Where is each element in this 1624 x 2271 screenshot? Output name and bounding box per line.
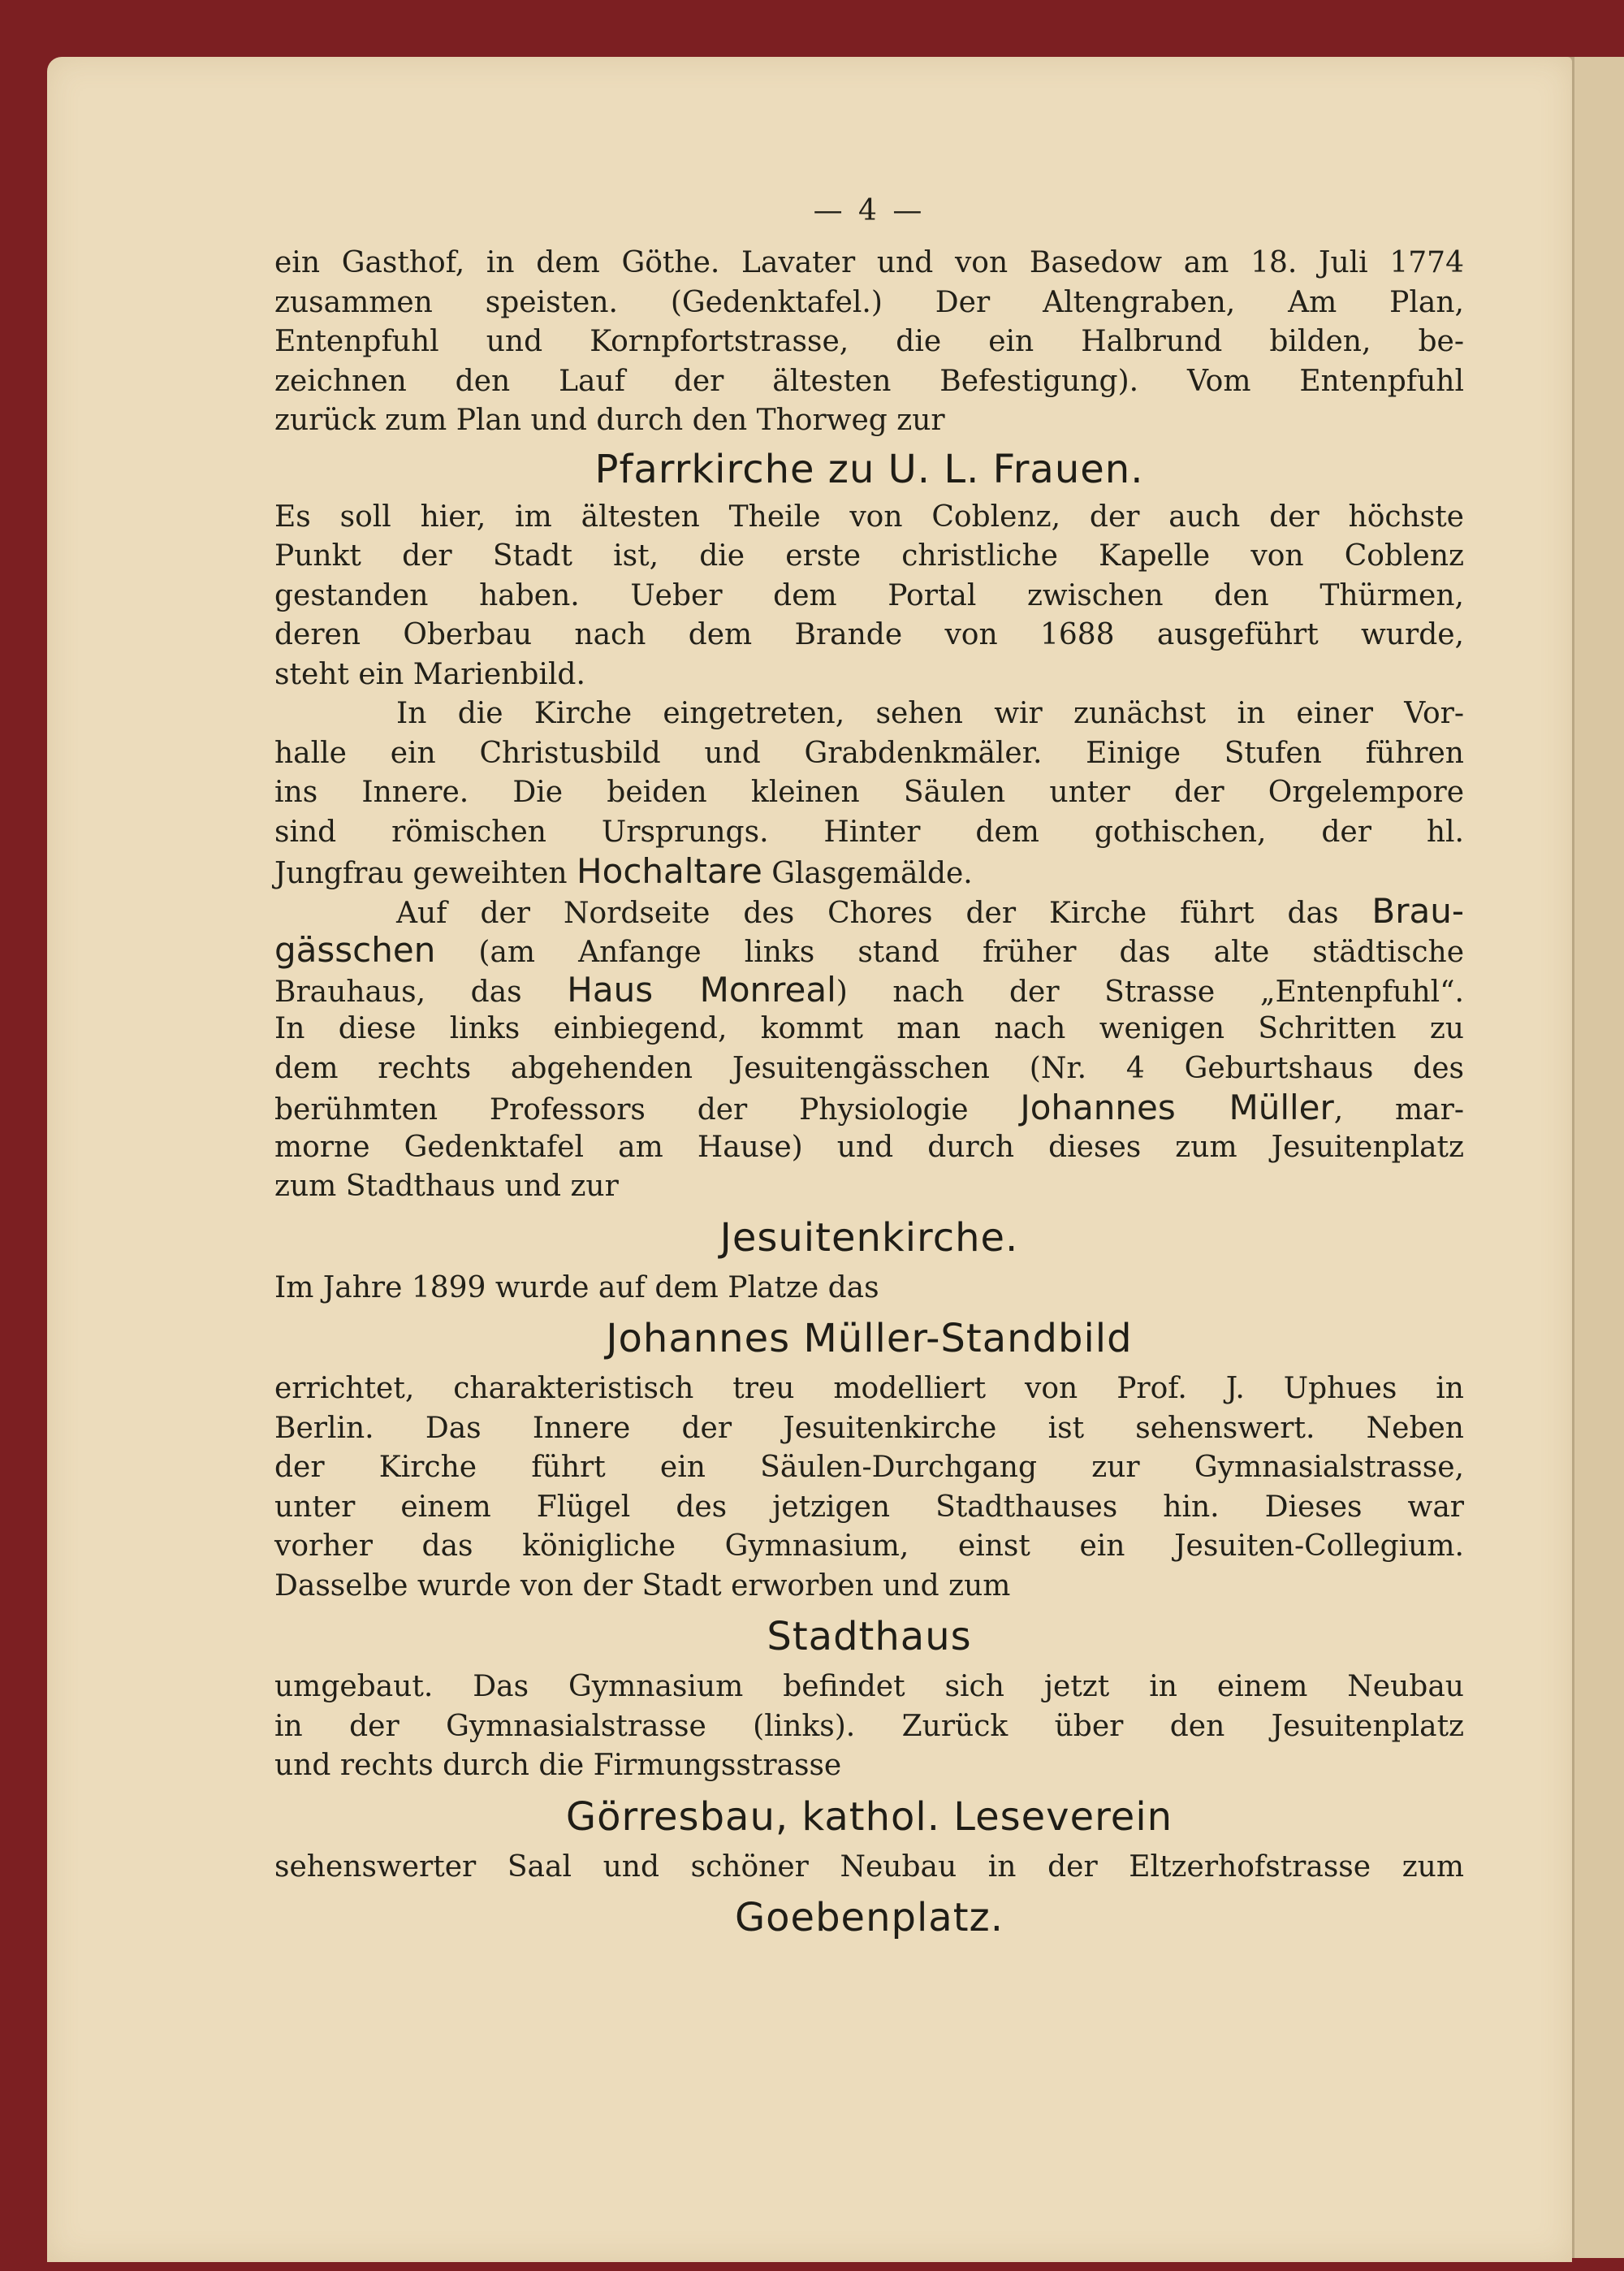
paragraph-kirche-innen — [274, 694, 1464, 892]
text-line: in der Gymnasialstrasse (links). Zurück über den Jesuitenplatz — [274, 1709, 1464, 1743]
text-line: In die Kirche eingetreten, sehen wir zunächst in einer Vor- — [396, 697, 1464, 730]
text-line: gestanden haben. Ueber dem Portal zwischen den Thürmen, — [274, 578, 1464, 612]
text-line — [274, 931, 1464, 971]
heading-goebenplatz: Goebenplatz. — [734, 1895, 1004, 1940]
text-line: unter einem Flügel des jetzigen Stadthauses hin. Dieses war — [274, 1490, 1464, 1524]
emphasis-hochaltare: Hochaltare — [577, 851, 762, 891]
text-line: steht ein Marienbild. — [274, 657, 585, 691]
emphasis-braugaesschen: Brau- — [1371, 890, 1464, 931]
text-run: Auf der Nordseite des Chores der Kirche führt das — [396, 896, 1372, 930]
text-line: Berlin. Das Innere der Jesuitenkirche ist sehenswert. Neben — [274, 1411, 1464, 1445]
text-line — [274, 852, 1464, 892]
text-run: berühmten Professors der Physiologie — [274, 1093, 1021, 1127]
text-line — [274, 1088, 1464, 1128]
text-line: zusammen speisten. (Gedenktafel.) Der Altengraben, Am Plan, — [274, 285, 1464, 319]
text-line: halle ein Christusbild und Grabdenkmäler. Einige Stufen führen — [274, 736, 1464, 770]
heading-jesuitenkirche: Jesuitenkirche. — [719, 1214, 1019, 1261]
heading-goerresbau: Görresbau, kathol. Leseverein — [565, 1793, 1173, 1840]
paragraph-nordseite — [274, 892, 1464, 1207]
heading-pfarrkirche: Pfarrkirche zu U. L. Frauen. — [594, 446, 1144, 492]
text-line: zurück zum Plan und durch den Thorweg zur — [274, 404, 945, 437]
text-line: Es soll hier, im ältesten Theile von Coblenz, der auch der höchste — [274, 500, 1464, 534]
text-line: ins Innere. Die beiden kleinen Säulen unter der Orgelempore — [274, 776, 1464, 809]
paragraph-umgebaut — [274, 1668, 1464, 1786]
text-line: umgebaut. Das Gymnasium befindet sich jetzt in einem Neubau — [274, 1670, 1464, 1703]
text-line: dem rechts abgehenden Jesuitengässchen (Nr. 4 Geburtshaus des — [274, 1051, 1464, 1085]
text-run: Glasgemälde. — [762, 857, 973, 890]
text-line: zum Stadthaus und zur — [274, 1170, 619, 1203]
paragraph-pfarrkirche — [274, 498, 1464, 695]
emphasis-braugaesschen-cont: gässchen — [274, 930, 436, 970]
emphasis-johannes-mueller: Johannes Müller — [1020, 1088, 1334, 1127]
book-page — [47, 57, 1572, 2262]
facing-page-edge — [1567, 57, 1624, 2258]
text-line: Entenpfuhl und Kornpfortstrasse, die ein Halbrund bilden, be- — [274, 325, 1464, 358]
text-run: (am Anfange links stand früher das alte städtische — [435, 936, 1464, 969]
text-line: sehenswerter Saal und schöner Neubau in der Eltzerhofstrasse zum — [274, 1849, 1464, 1884]
text-line: Im Jahre 1899 wurde auf dem Platze das — [274, 1270, 879, 1304]
text-line: errichtet, charakteristisch treu modelliert von Prof. J. Uphues in — [274, 1372, 1464, 1405]
text-line: vorher das königliche Gymnasium, einst ein Jesuiten-Collegium. — [274, 1529, 1464, 1563]
text-line: In diese links einbiegend, kommt man nach wenigen Schritten zu — [274, 1012, 1464, 1045]
text-line: und rechts durch die Firmungsstrasse — [274, 1749, 842, 1782]
text-line: Dasselbe wurde von der Stadt erworben und zum — [274, 1568, 1011, 1603]
text-line: morne Gedenktafel am Hause) und durch dieses zum Jesuitenplatz — [274, 1130, 1464, 1164]
page-number: — 4 — — [813, 194, 926, 227]
text-line: deren Oberbau nach dem Brande von 1688 ausgeführt wurde, — [274, 618, 1464, 651]
text-line: ein Gasthof, in dem Göthe. Lavater und von Basedow am 18. Juli 1774 — [274, 246, 1464, 279]
text-run: Jungfrau geweihten — [274, 857, 577, 890]
text-line — [274, 892, 1464, 932]
text-line: Punkt der Stadt ist, die erste christliche Kapelle von Coblenz — [274, 539, 1464, 573]
heading-mueller-standbild: Johannes Müller-Standbild — [606, 1316, 1133, 1361]
text-line: sind römischen Ursprungs. Hinter dem gothischen, der hl. — [274, 815, 1464, 849]
text-run: , mar- — [1333, 1093, 1464, 1127]
text-run: Brauhaus, das — [274, 975, 568, 1009]
paragraph-gasthof — [274, 244, 1464, 441]
text-line — [274, 971, 1464, 1010]
text-line: der Kirche führt ein Säulen-Durchgang zur Gymnasialstrasse, — [274, 1451, 1464, 1484]
emphasis-haus-monreal: Haus Monreal — [567, 969, 836, 1010]
heading-stadthaus: Stadthaus — [767, 1614, 972, 1659]
page-text — [274, 179, 1464, 1949]
text-run: ) nach der Strasse „Entenpfuhl“. — [836, 975, 1464, 1009]
text-line: zeichnen den Lauf der ältesten Befestigung). Vom Entenpfuhl — [274, 364, 1464, 398]
paragraph-standbild — [274, 1369, 1464, 1606]
